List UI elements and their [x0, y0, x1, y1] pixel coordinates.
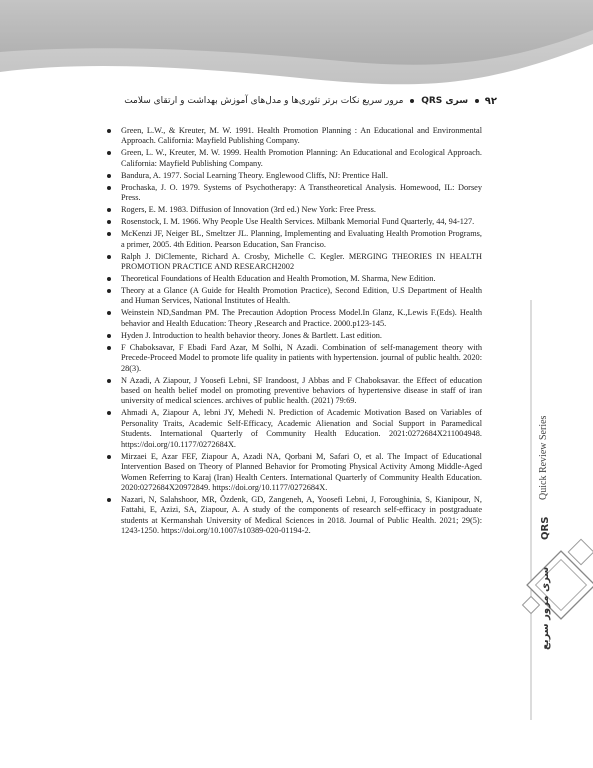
top-banner: [0, 0, 593, 92]
running-header: [0, 96, 593, 114]
bullet-icon: [107, 277, 111, 281]
bullet-icon: [107, 289, 111, 293]
reference-item: Ralph J. DiClemente, Richard A. Crosby, Michelle C. Kegler. MERGING THEORIES IN HEALTH PROMOTION PRACTICE AND RESEARCH2002: [104, 252, 482, 273]
reference-item: N Azadi, A Ziapour, J Yoosefi Lebni, SF Irandoost, J Abbas and F Chaboksavar. the Effect of education based on health belief model on promoting preventive behaviors of hypertensive disease in staff of iran university of medical sciences. archives of public health. (2021) 79:69.: [104, 376, 482, 407]
bullet-icon: [107, 186, 111, 190]
bullet-icon: [107, 498, 111, 502]
reference-item: Green, L. W., Kreuter, M. W. 1999. Health Promotion Planning: An Educational and Ecological Approach. California: Mayfield Publishing Company.: [104, 148, 482, 169]
reference-item: McKenzi JF, Neiger BL, Smeltzer JL. Planning, Implementing and Evaluating Health Promotion Programs, a primer, 2005. 4th Edition. Pearson Education, San Franciso.: [104, 229, 482, 250]
side-series-en: Quick Review Series: [538, 415, 549, 500]
bullet-icon: [107, 455, 111, 459]
reference-item: Weinstein ND,Sandman PM. The Precaution Adoption Process Model.In Glanz, K.,Lewis F.(Eds). Health behavior and Health Education: Theory ,Research and Practice. 2000.p123-145.: [104, 308, 482, 329]
reference-item: Theory at a Glance (A Guide for Health Promotion Practice), Second Edition, U.S Department of Health and Human Services, National Institutes of Health.: [104, 286, 482, 307]
side-series-fa: سری مرور سریع: [540, 566, 551, 650]
bullet-icon: [107, 232, 111, 236]
series-name: سری QRS: [421, 96, 469, 106]
bullet-icon: [107, 151, 111, 155]
reference-item: Ahmadi A, Ziapour A, lebni JY, Mehedi N. Prediction of Academic Motivation Based on Variables of Personality Traits, Academic Self-Efficacy, Academic Alienation and Social Support in Paramedical Students. International Quarterly of Community Health Education. 2021:0272684X211004948. https://doi.org/10.1177/0272684X.: [104, 408, 482, 450]
reference-item: Mirzaei E, Azar FEF, Ziapour A, Azadi NA, Qorbani M, Safari O, et al. The Impact of Educational Intervention Based on Theory of Planned Behavior for Promoting Physical Activity Among Middle-Aged Women Referring to Karaj (Iran) Health Centers. International Quarterly of Community Health Education. 2020:0272684X20972849. https://doi.org/10.1177/0272684X.: [104, 452, 482, 494]
reference-item: Hyden J. Introduction to health behavior theory. Jones & Bartlett. Last edition.: [104, 331, 482, 341]
header-text: [124, 96, 483, 106]
side-qrs-logo: QRS: [540, 516, 551, 540]
bullet-icon: [107, 174, 111, 178]
bullet-icon: [107, 129, 111, 133]
reference-item: Bandura, A. 1977. Social Learning Theory. Englewood Cliffs, NJ: Prentice Hall.: [104, 171, 482, 181]
bullet-icon: [107, 311, 111, 315]
bullet-icon: [107, 208, 111, 212]
bullet-icon: [107, 334, 111, 338]
reference-item: Theoretical Foundations of Health Education and Health Promotion, M. Sharma, New Edition.: [104, 274, 482, 284]
book-title: مرور سریع نکات برتر تئوری‌ها و مدل‌های آموزش بهداشت و ارتقای سلامت: [124, 96, 404, 106]
bullet-icon: [410, 99, 414, 103]
reference-list: [104, 126, 482, 538]
bullet-icon: [107, 220, 111, 224]
bullet-icon: [107, 346, 111, 350]
reference-item: F Chaboksavar, F Ebadi Fard Azar, M Solhi, N Azadi. Combination of self-management theory with Precede-Proceed Model to promote life quality in patients with hypertension. journal of public health. 2020: 28(3).: [104, 343, 482, 374]
bullet-icon: [107, 255, 111, 259]
reference-item: Rosenstock, I. M. 1966. Why People Use Health Services. Milbank Memorial Fund Quarterly, 44, 94-127.: [104, 217, 482, 227]
reference-item: Green, L.W., & Kreuter, M. W. 1991. Health Promotion Planning : An Educational and Environmental Approach. California: Mayfield Publishing Company.: [104, 126, 482, 147]
bullet-icon: [475, 99, 479, 103]
reference-item: Rogers, E. M. 1983. Diffusion of Innovation (3rd ed.) New York: Free Press.: [104, 205, 482, 215]
bullet-icon: [107, 379, 111, 383]
page-number: ۹۲: [484, 96, 497, 107]
reference-item: Prochaska, J. O. 1979. Systems of Psychotherapy: A Transtheoretical Analysis. Homewood, IL: Dorsey Press.: [104, 183, 482, 204]
bullet-icon: [107, 411, 111, 415]
reference-item: Nazari, N, Salahshoor, MR, Özdenk, GD, Zangeneh, A, Yoosefi Lebni, J, Foroughinia, S, Kianipour, N, Fattahi, E, Azizi, SA, Ziapour, A. A study of the components of research self-efficacy in postgraduate students at Kermanshah University of Medical Sciences in 2018. Journal of Public Health. 2021; 29(5): 1243-1250. https://doi.org/10.1007/s10389-020-01194-2.: [104, 495, 482, 537]
